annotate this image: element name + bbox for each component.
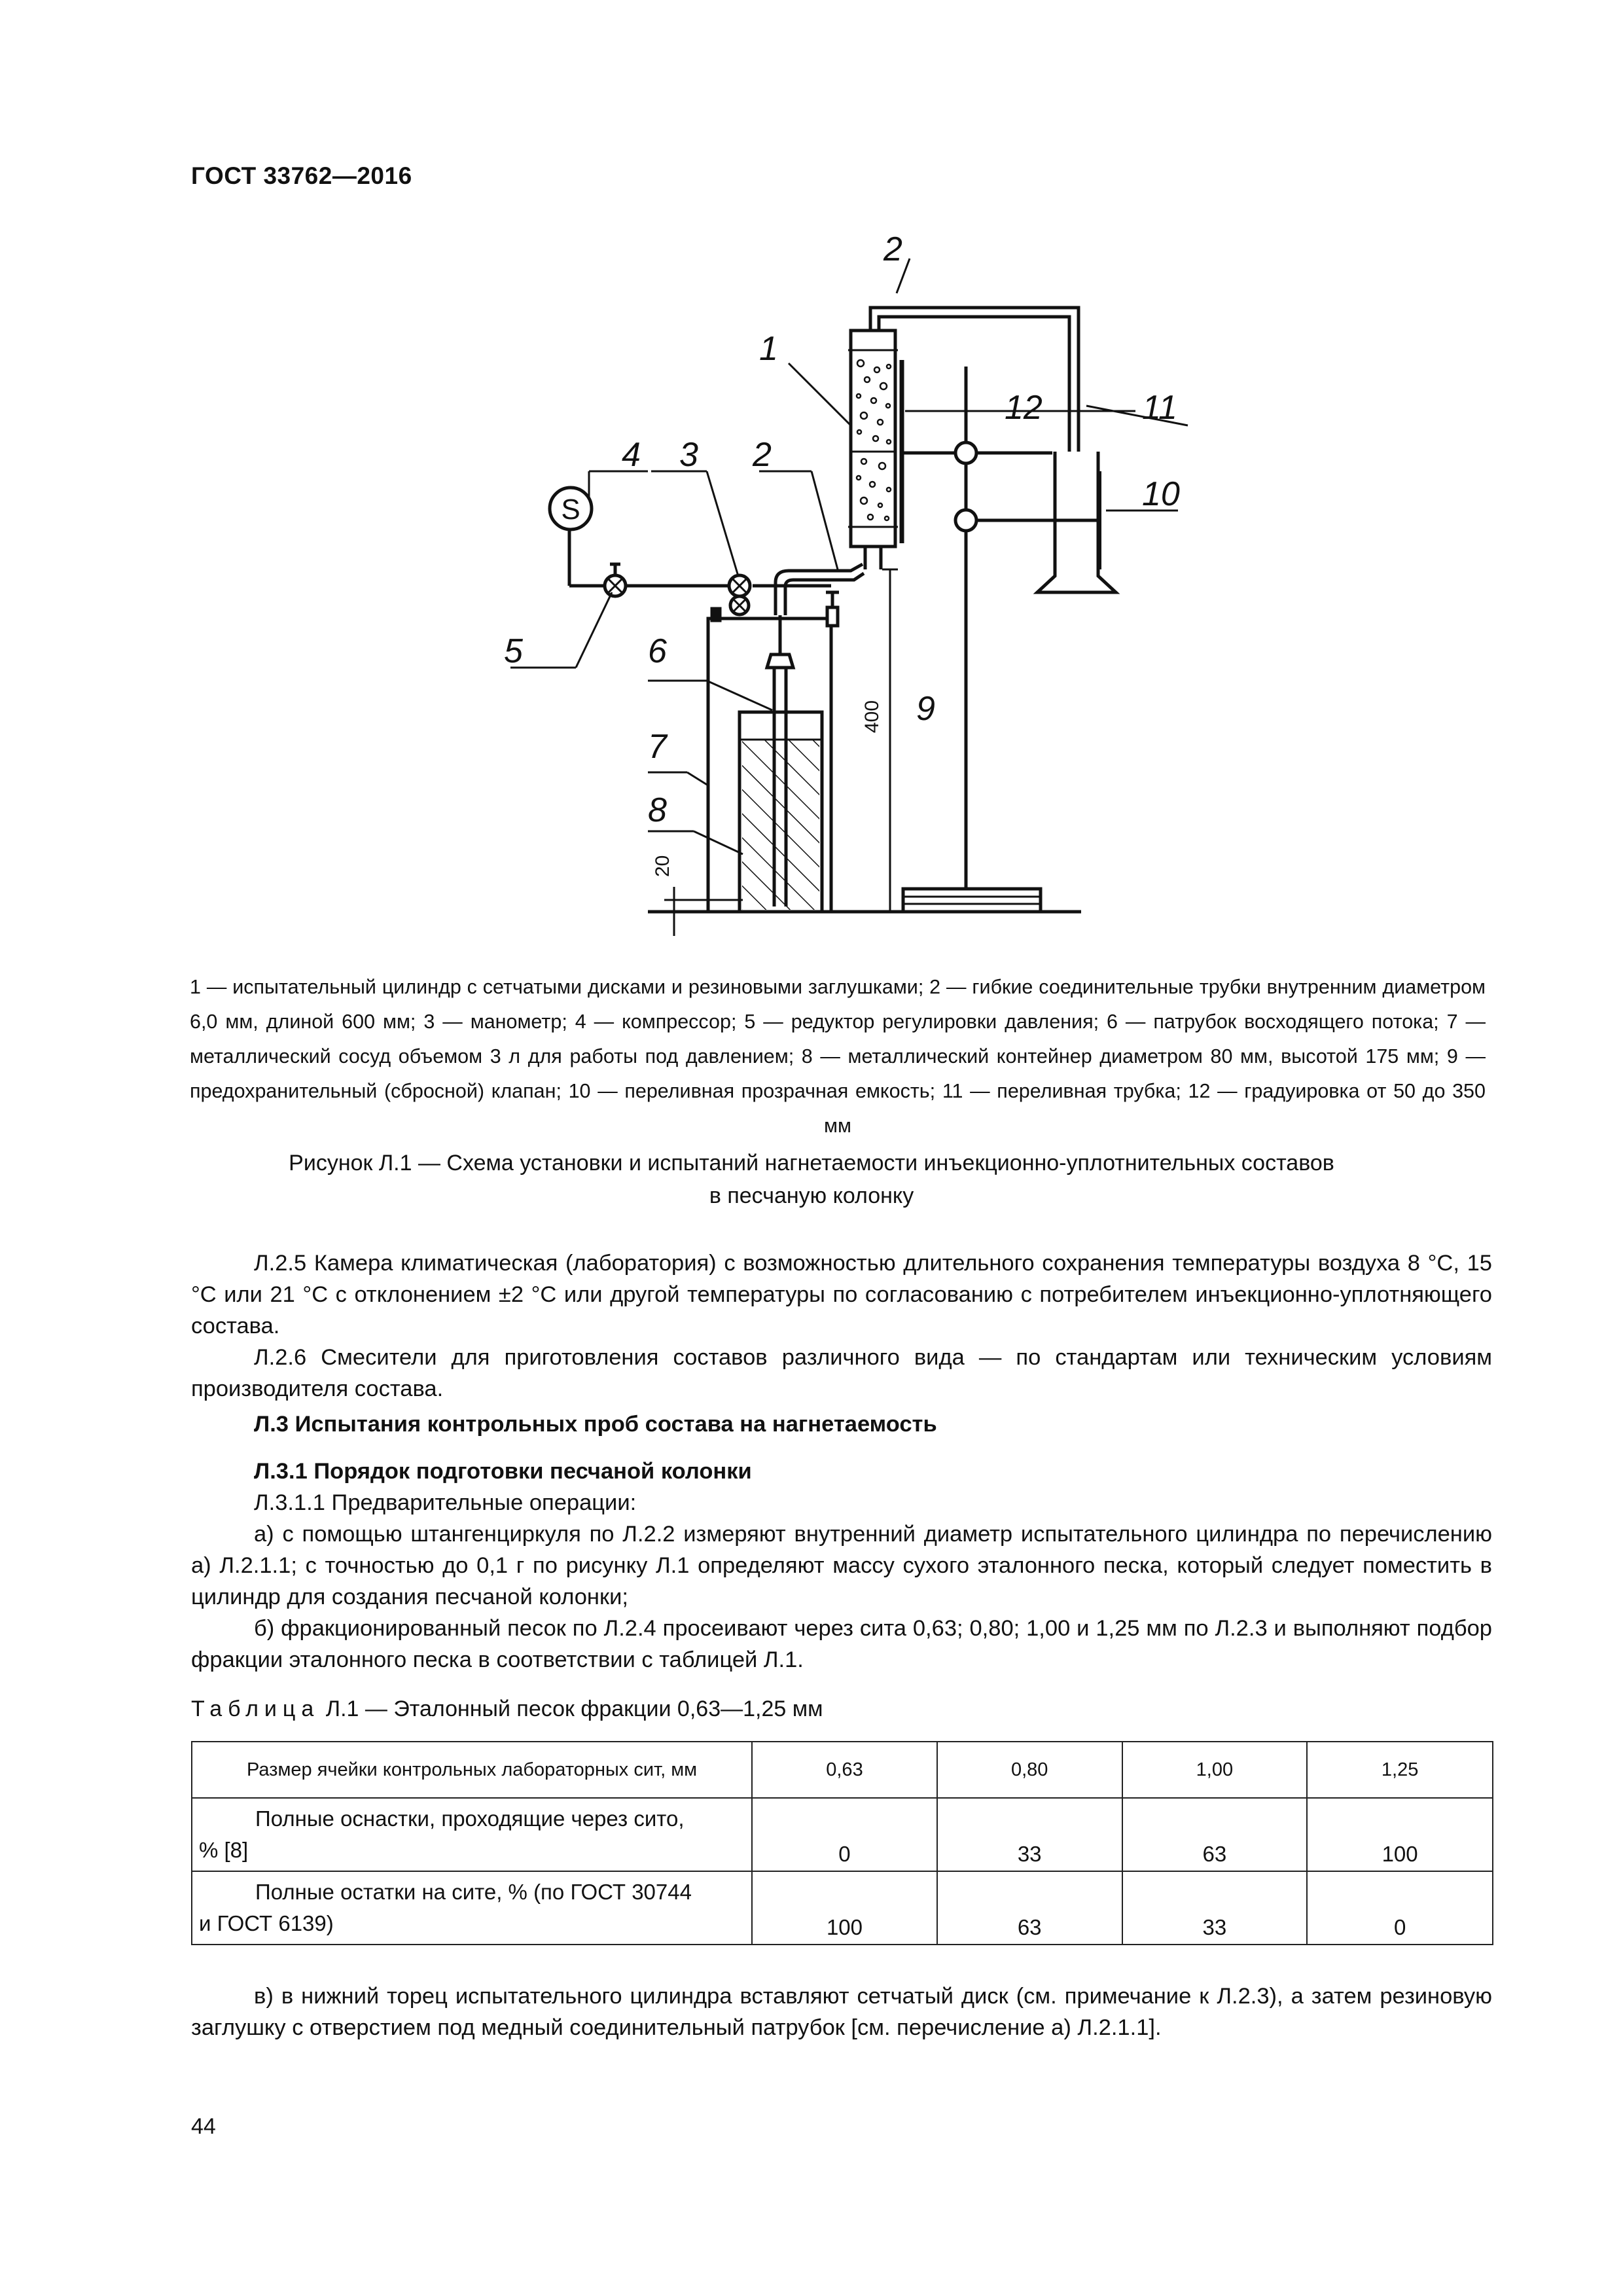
callout-2-top: 2: [883, 230, 902, 268]
paragraph-l26: Л.2.6 Смесители для приготовления составов различного вида — по стандартам или техническим условиям производителя состава.: [191, 1345, 1492, 1401]
callout-10: 10: [1142, 475, 1180, 513]
row-label: [192, 1798, 752, 1871]
relief-valve-9: [827, 607, 838, 626]
dimension-20-label: 20: [652, 855, 673, 877]
row-label-line2: и ГОСТ 6139): [199, 1911, 334, 1935]
callout-11: 11: [1142, 389, 1177, 427]
callout-5: 5: [504, 632, 523, 670]
row-label-line2: % [8]: [199, 1838, 249, 1862]
callout-8: 8: [648, 791, 667, 829]
dimension-400-label: 400: [861, 700, 883, 733]
table-caption-rest: Л.1 — Эталонный песок фракции 0,63—1,25 мм: [325, 1696, 823, 1721]
table-cell: 33: [1122, 1871, 1308, 1945]
callout-6: 6: [648, 632, 667, 670]
paragraph-a: а) с помощью штангенциркуля по Л.2.2 измеряют внутренний диаметр испытательного цилиндра по перечислению а) Л.2.1.1; с точностью до 0,1 г по рисунку Л.1 определяют массу сухого эталонного песка, который следует поместить в цилиндр для создания песчаной колонки;: [191, 1522, 1492, 1609]
figure-caption-line2: в песчаную колонку: [709, 1183, 914, 1208]
figure-caption: [196, 1147, 1427, 1212]
callout-1: 1: [759, 330, 778, 368]
header-cell: 0,80: [937, 1742, 1122, 1798]
callout-3: 3: [679, 436, 698, 474]
callout-4: 4: [622, 436, 641, 474]
sand-fraction-table: [191, 1741, 1493, 1945]
figure-legend: 1 — испытательный цилиндр с сетчатыми дисками и резиновыми заглушками; 2 — гибкие соединительные трубки внутренним диаметром 6,0 мм, длиной 600 мм; 3 — манометр; 4 — компрессор; 5 — редуктор регулировки давления; 6 — патрубок восходящего потока; 7 — металлический сосуд объемом 3 л для работы под давлением; 8 — металлический контейнер диаметром 80 мм, высотой 175 мм; 9 — предохранительный (сбросной) клапан; 10 — переливная прозрачная емкость; 11 — переливная трубка; 12 — градуировка от 50 до 350 мм: [190, 976, 1486, 1137]
row-label-line1: Полные оснастки, проходящие через сито,: [255, 1806, 685, 1831]
table-row: [192, 1798, 1493, 1871]
stand-base: [903, 889, 1041, 912]
table-cell: 63: [1122, 1798, 1308, 1871]
upstream-pipe-6: [767, 655, 793, 668]
flex-tube-2-lower: [776, 564, 863, 615]
figure-caption-line1: Рисунок Л.1 — Схема установки и испытаний нагнетаемости инъекционно-уплотнительных составов: [289, 1151, 1334, 1175]
row-label: [192, 1871, 752, 1945]
table-cell: 100: [1307, 1798, 1493, 1871]
heading-l3: Л.3 Испытания контрольных проб состава на нагнетаемость: [254, 1412, 937, 1437]
paragraph-l311: Л.3.1.1 Предварительные операции:: [254, 1490, 637, 1515]
heading-l31: Л.3.1 Порядок подготовки песчаной колонки: [254, 1459, 752, 1484]
header-cell: 0,63: [752, 1742, 937, 1798]
table-cell: 0: [1307, 1871, 1493, 1945]
header-cell: 1,25: [1307, 1742, 1493, 1798]
paragraph-l25: Л.2.5 Камера климатическая (лаборатория) с возможностью длительного сохранения температуры воздуха 8 °С, 15 °С или 21 °С с отклонением ±2 °С или другой температуры по согласованию с потребителем инъекционно-уплотняющего состава.: [191, 1251, 1492, 1338]
callout-7: 7: [648, 728, 667, 766]
header-cell: 1,00: [1122, 1742, 1308, 1798]
callout-2-left: 2: [753, 436, 772, 474]
paragraph-b: б) фракционированный песок по Л.2.4 просеивают через сита 0,63; 0,80; 1,00 и 1,25 мм по Л.2.3 и выполняют подбор фракции эталонного песка в соответствии с таблицей Л.1.: [191, 1616, 1492, 1672]
table-cell: 63: [937, 1871, 1122, 1945]
table-header-row: [192, 1742, 1493, 1798]
document-header: ГОСТ 33762—2016: [191, 162, 412, 189]
page-number: 44: [191, 2114, 216, 2139]
table-cell: 100: [752, 1871, 937, 1945]
clamp-upper: [955, 442, 976, 463]
gauge-symbol: S: [561, 493, 580, 526]
table-cell: 0: [752, 1798, 937, 1871]
table-row: [192, 1871, 1493, 1945]
apparatus-diagram: [0, 223, 1623, 949]
callout-12: 12: [1005, 389, 1043, 427]
clamp-lower: [955, 510, 976, 531]
table-caption: [191, 1696, 823, 1722]
table-cell: 33: [937, 1798, 1122, 1871]
paragraph-v: в) в нижний торец испытательного цилиндра вставляют сетчатый диск (см. примечание к Л.2.3), а затем резиновую заглушку с отверстием под медный соединительный патрубок [см. перечисление а) Л.2.1.1].: [191, 1984, 1492, 2040]
header-cell: Размер ячейки контрольных лабораторных сит, мм: [192, 1742, 752, 1798]
table-caption-word: Таблица: [191, 1696, 320, 1721]
row-label-line1: Полные остатки на сите, % (по ГОСТ 30744: [255, 1880, 692, 1904]
callout-9: 9: [916, 690, 935, 728]
